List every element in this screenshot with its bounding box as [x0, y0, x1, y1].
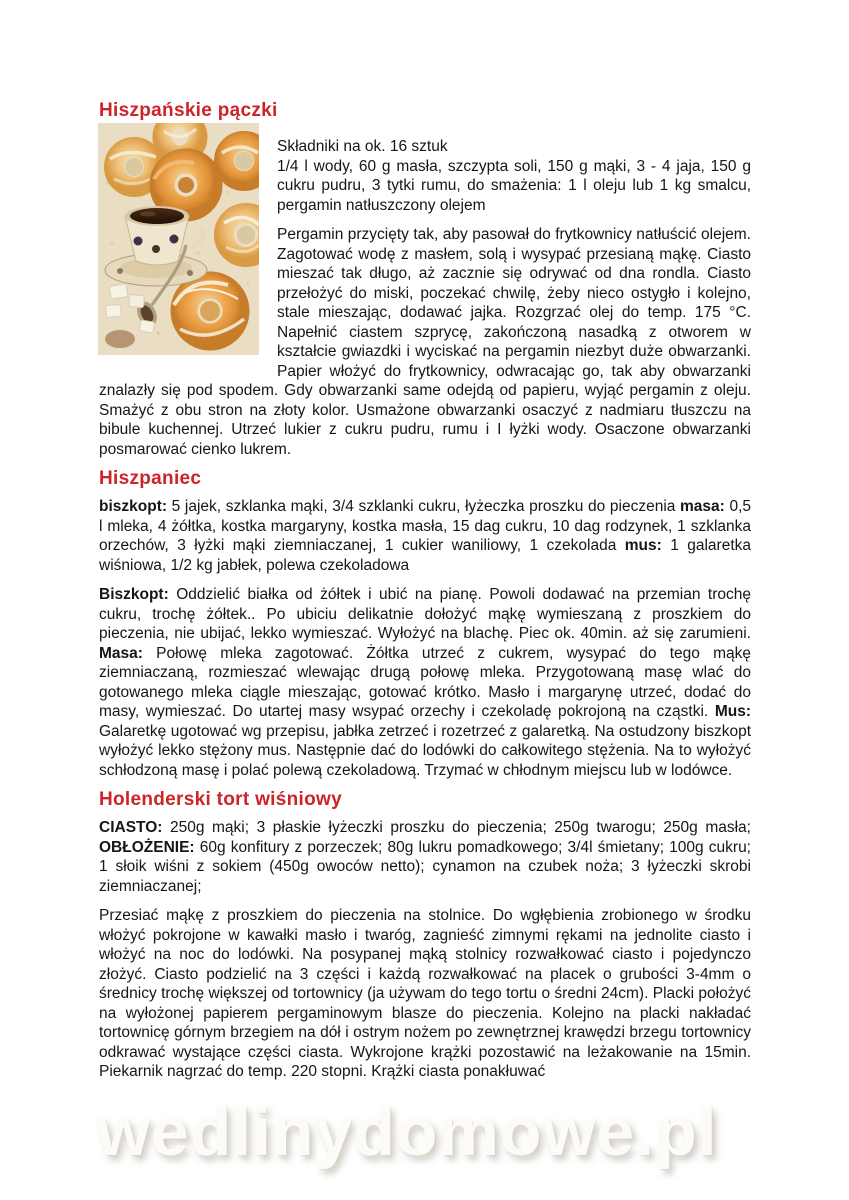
recipe-content: [99, 101, 751, 1092]
ingredients-holenderski-tort: CIASTO: 250g mąki; 3 płaskie łyżeczki proszku do pieczenia; 250g twarogu; 250g masła; OBŁOŻENIE: 60g konfitury z porzeczek; 80g lukru pomadkowego; 3/4l śmietany; 100g cukru; 1 słoik wiśni z sokiem (450g owoców netto); cynamon na czubek noża; 3 łyżeczki skrobi ziemniaczanej;: [99, 819, 751, 895]
instructions-holenderski-tort: Przesiać mąkę z proszkiem do pieczenia na stolnice. Do wgłębienia zrobionego w środku włożyć pokrojone w kawałki masło i twaróg, zagnieść zimnymi rękami na jednolite ciasto i włożyć na noc do lodówki. Na posypanej mąką stolnicy rozwałkować ciasto i pojedynczo złożyć. Ciasto podzielić na 3 części i każdą rozwałkować na placek o grubości 3-4mm o średnicy trochę większej od tortownicy (ja używam do tego tortu o średni 24cm). Placki położyć na wyłożonej papierem pergaminowym blasze do pieczenia. Kolejno na placki nakładać tortownicę górnym brzegiem na dół i ostrym nożem po zewnętrznej krawędzi brzegu tortownicy odkrawać wystające części ciasta. Wykrojone krążki pozostawić na leżakowanie na 15min. Piekarnik nagrzać do temp. 220 stopni. Krążki ciasta ponakłuwać: [99, 907, 751, 1080]
ingredients-hiszpaniec: biszkopt: 5 jajek, szklanka mąki, 3/4 szklanki cukru, łyżeczka proszku do pieczenia masa: 0,5 l mleka, 4 żółtka, kostka margaryny, kostka masła, 15 dag cukru, 10 dag rodzynek, 1 szklanka orzechów, 3 łyżki mąki ziemniaczanej, 1 cukier waniliowy, 1 czekolada mus: 1 galaretka wiśniowa, 1/2 kg jabłek, polewa czekoladowa: [99, 498, 752, 574]
section-heading-hiszpaniec: Hiszpaniec: [99, 468, 202, 489]
servings-line: Składniki na ok. 16 sztuk: [277, 138, 448, 155]
section-heading-holenderski-tort: Holenderski tort wiśniowy: [99, 789, 342, 810]
ingredients-hiszpanskie-paczki: 1/4 l wody, 60 g masła, szczypta soli, 150 g mąki, 3 - 4 jaja, 150 g cukru pudru, 3 tytki rumu, do smażenia: 1 l oleju lub 1 kg smalcu, pergamin natłuszczony olejem: [277, 157, 751, 214]
photo-float-spacer: [99, 129, 277, 366]
watermark-text: wedlinydomowe.pl: [97, 1094, 718, 1170]
section-heading-hiszpanskie-paczki: Hiszpańskie pączki: [99, 100, 278, 121]
instructions-hiszpanskie-paczki: Pergamin przycięty tak, aby pasował do frytkownicy natłuścić olejem. Zagotować wodę z masłem, solą i wysypać przesianą mąkę. Ciasto mieszać tak długo, aż zacznie się odrywać od dna rondla. Ciasto przełożyć do miski, poczekać chwilę, żeby nieco ostygło i kolejno, stale mieszając, dodawać jajka. Rozgrzać olej do temp. 175 °C. Napełnić ciastem szprycę, zakończoną nasadką z otworem w kształcie gwiazdki i wyciskać na pergamin niezbyt duże obwarzanki. Papier włożyć do frytkownicy, odwracając go, tak aby obwarzanki znalazły się pod spodem. Gdy obwarzanki same odejdą od papieru, wyjąć pergamin z oleju. Smażyć z obu stron na złoty kolor. Usmażone obwarzanki osaczyć z nadmiaru tłuszczu na bibule kuchennej. Utrzeć lukier z cukru pudru, rumu i I łyżki wody. Osaczone obwarzanki posmarować cienko lukrem.: [99, 226, 751, 458]
instructions-hiszpaniec: Biszkopt: Oddzielić białka od żółtek i ubić na pianę. Powoli dodawać na przemian trochę cukru, trochę żółtek.. Po ubiciu delikatnie dołożyć mąkę wymieszaną z proszkiem do pieczenia, nie ubijać, lekko wymieszać. Wyłożyć na blachę. Piec ok. 40min. aż się zarumieni. Masa: Połowę mleka zagotować. Żółtka utrzeć z cukrem, wysypać do tego mąkę ziemniaczaną, rozmieszać wlewając drugą połowę mleka. Przygotowaną masę wlać do gotowanego mleka ciągle mieszając, gotować krótko. Masło i margarynę utrzeć, dodać do masy, wymieszać. Do utartej masy wsypać orzechy i czekoladę pokrojoną na cząstki. Mus: Galaretkę ugotować wg przepisu, jabłka zetrzeć i rozetrzeć z galaretką. Na ostudzony biszkopt wyłożyć lekko stężony mus. Następnie dać do lodówki do całkowitego stężenia. Na to wyłożyć schłodzoną masę i polać polewą czekoladową. Trzymać w chłodnym miejscu lub w lodówce.: [99, 586, 751, 779]
